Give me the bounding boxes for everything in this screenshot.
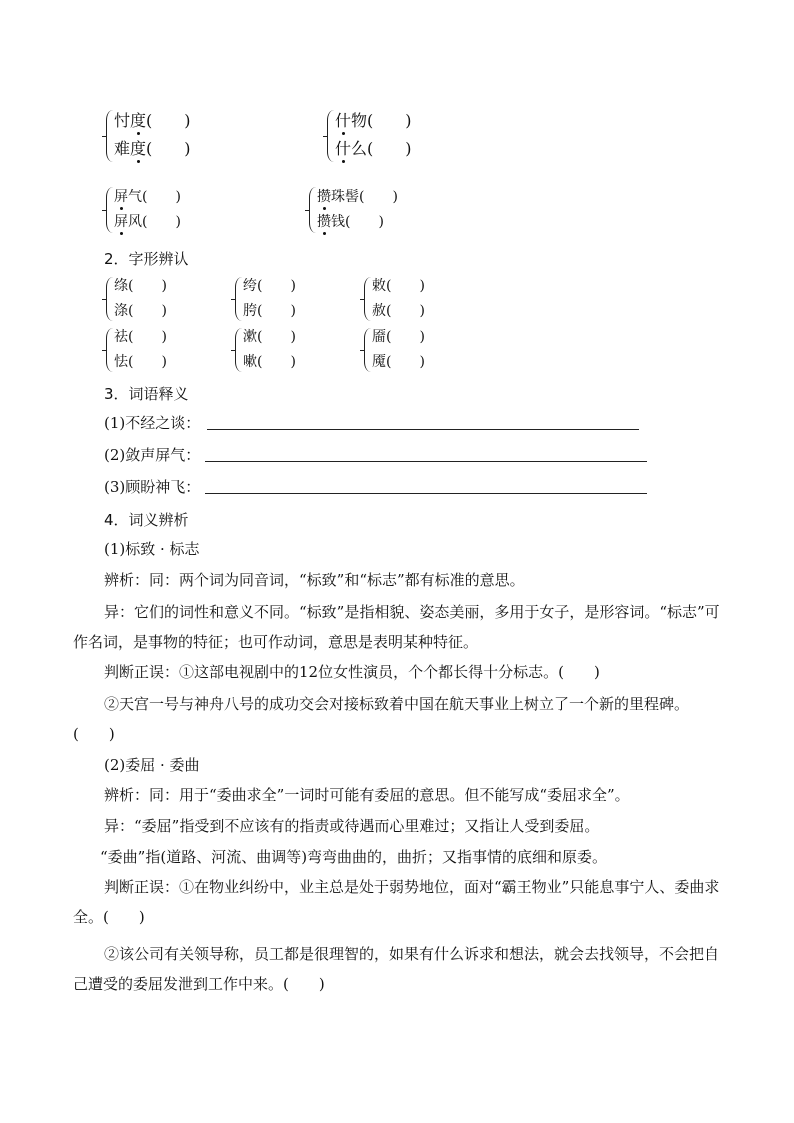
glyph-group — [106, 326, 196, 374]
glyph-item: 涤( ) — [114, 303, 167, 319]
pron-group-shi — [327, 108, 447, 164]
brace — [364, 328, 372, 372]
glyph-item: 绦( ) — [114, 278, 167, 294]
pron-item: 攒珠髻( ) — [317, 189, 398, 205]
section-4-title: 4．词义辨析 — [104, 511, 189, 529]
definition-item-3: (3)顾盼神飞： — [104, 478, 201, 496]
brace — [106, 328, 114, 372]
glyph-item: 绔( ) — [243, 278, 296, 294]
glyph-group — [106, 275, 196, 323]
pair-1-difference: 异：它们的词性和意义不同。“标致”是指相貌、姿态美丽，多用于女子，是形容词。“标志”可作名词，是事物的特征；也可作动词，意思是表明某种特征。 — [73, 603, 720, 651]
answer-line-3[interactable] — [205, 493, 647, 494]
glyph-item: 怯( ) — [114, 354, 167, 370]
glyph-group — [364, 326, 454, 374]
brace — [309, 187, 317, 233]
answer-line-2[interactable] — [205, 461, 647, 462]
brace — [106, 187, 114, 233]
brace — [364, 277, 372, 321]
glyph-group — [235, 326, 325, 374]
glyph-item: 胯( ) — [243, 303, 296, 319]
pair-2-difference-1: 异：“委屈”指受到不应该有的指责或待遇而心里难过；又指让人受到委屈。 — [104, 817, 600, 835]
pair-1-analysis: 辨析：同：两个词为同音词，“标致”和“标志”都有标准的意思。 — [104, 571, 525, 589]
pron-item: 屏气( ) — [114, 189, 181, 205]
pair-2-title: (2)委屈 · 委曲 — [104, 756, 200, 774]
glyph-item: 靥( ) — [372, 329, 425, 345]
pron-group-duo — [106, 108, 226, 164]
pair-2-difference-2: “委曲”指(道路、河流、曲调等)弯弯曲曲的，曲折；又指事情的底细和原委。 — [100, 848, 608, 866]
brace — [106, 277, 114, 321]
pron-item: 什物( ) — [335, 111, 412, 130]
glyph-item: 敕( ) — [372, 278, 425, 294]
pair-1-title: (1)标致 · 标志 — [104, 540, 200, 558]
pron-group-ping — [106, 185, 216, 235]
brace — [235, 277, 243, 321]
pair-2-analysis: 辨析：同：用于“委曲求全”一词时可能有委屈的意思。但不能写成“委屈求全”。 — [104, 786, 630, 804]
pair-1-judge-1: 判断正误：①这部电视剧中的12位女性演员，个个都长得十分标志。( ) — [104, 663, 600, 681]
pron-group-zan — [309, 185, 434, 235]
pair-1-judge-2: ②天宫一号与神舟八号的成功交会对接标致着中国在航天事业上树立了一个新的里程碑。( ) — [73, 695, 690, 743]
glyph-item: 漱( ) — [243, 329, 296, 345]
definition-item-1: (1)不经之谈： — [104, 414, 201, 432]
glyph-item: 赦( ) — [372, 303, 425, 319]
pron-item: 忖度( ) — [114, 111, 191, 130]
glyph-item: 魇( ) — [372, 354, 425, 370]
answer-line-1[interactable] — [207, 429, 639, 430]
glyph-group — [364, 275, 454, 323]
definition-item-2: (2)敛声屏气： — [104, 446, 201, 464]
pair-2-judge-1: 判断正误：①在物业纠纷中，业主总是处于弱势地位，面对“霸王物业”只能息事宁人、委曲求全。( ) — [73, 878, 720, 926]
pron-item: 屏风( ) — [114, 214, 181, 230]
section-3-title: 3．词语释义 — [104, 385, 189, 403]
pron-item: 难度( ) — [114, 139, 191, 158]
brace — [106, 110, 114, 162]
pron-item: 什么( ) — [335, 139, 412, 158]
glyph-item: 祛( ) — [114, 329, 167, 345]
brace — [235, 328, 243, 372]
glyph-item: 嗽( ) — [243, 354, 296, 370]
pair-2-judge-2: ②该公司有关领导称，员工都是很理智的，如果有什么诉求和想法，就会去找领导，不会把自己遭受的委屈发泄到工作中来。( ) — [73, 945, 720, 993]
glyph-group — [235, 275, 325, 323]
section-2-title: 2．字形辨认 — [104, 250, 189, 268]
brace — [327, 110, 335, 162]
pron-item: 攒钱( ) — [317, 214, 384, 230]
